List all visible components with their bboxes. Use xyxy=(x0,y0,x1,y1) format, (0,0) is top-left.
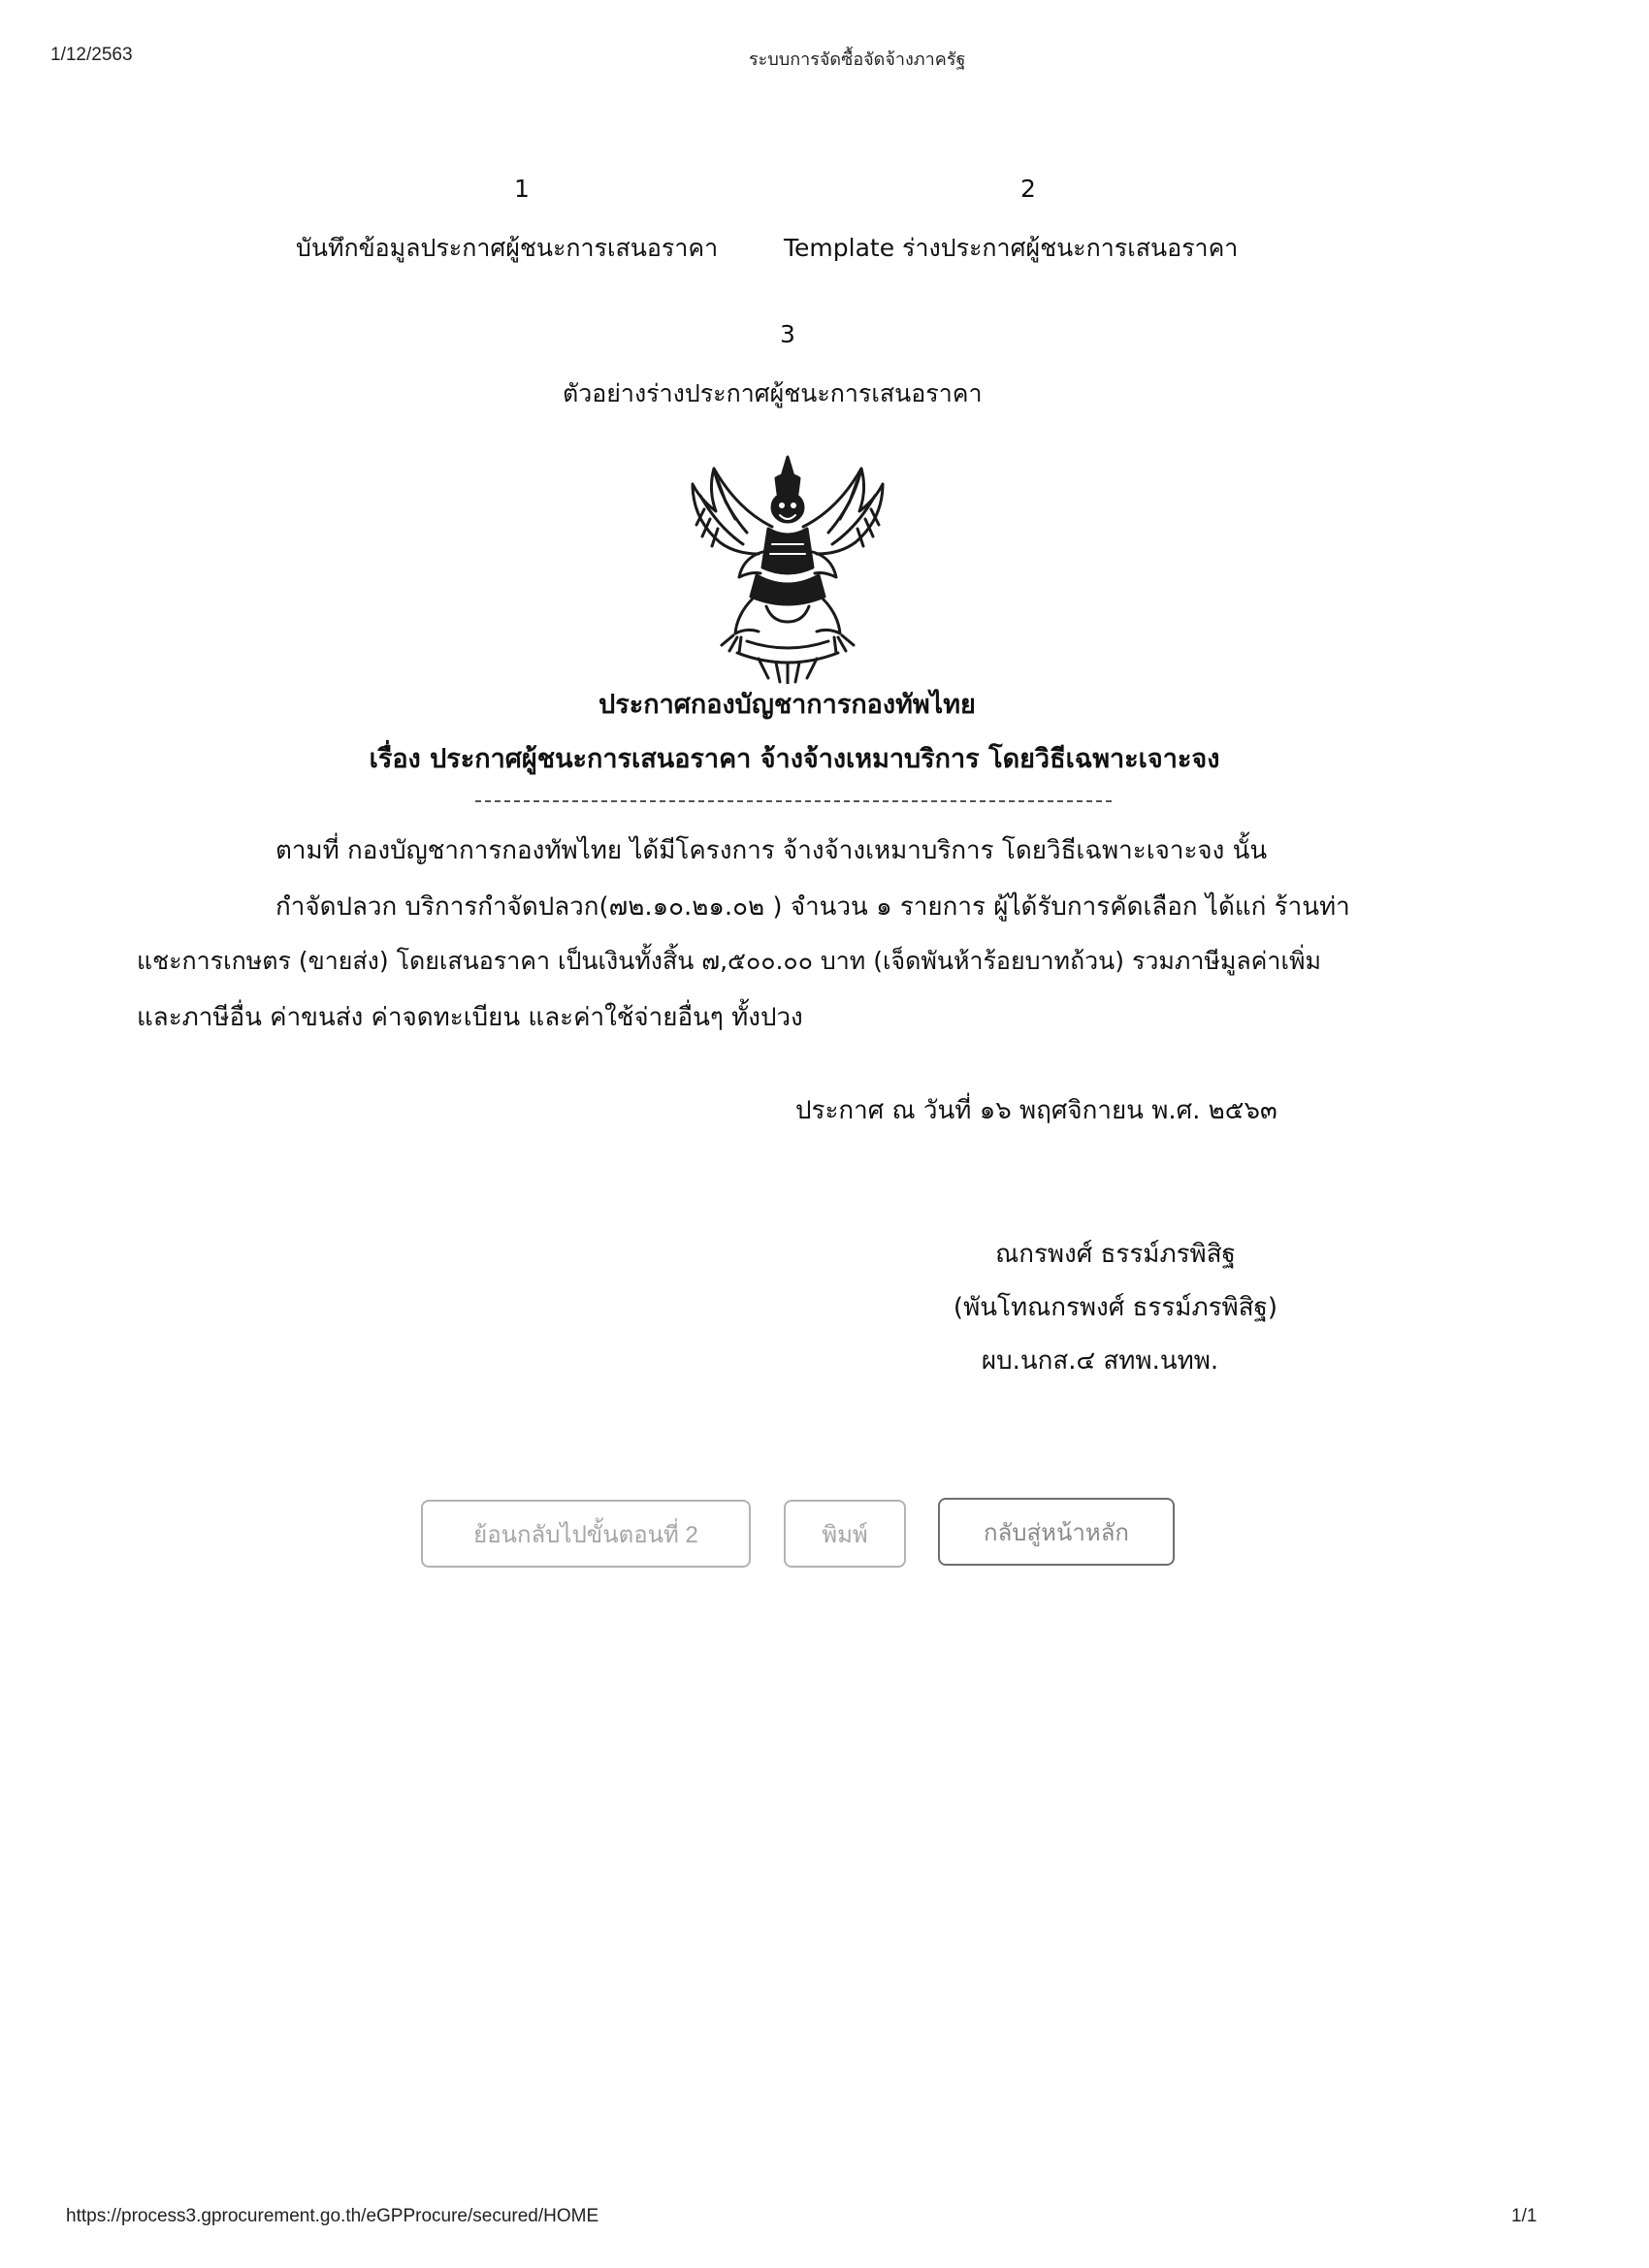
signatory-full-name: (พันโทณกรพงศ์ ธรรม์ภรพิสิฐ) xyxy=(953,1293,1278,1322)
step-1-label[interactable]: บันทึกข้อมูลประกาศผู้ชนะการเสนอราคา xyxy=(296,234,719,262)
step-indicator xyxy=(0,0,1649,427)
step-3-label[interactable]: ตัวอย่างร่างประกาศผู้ชนะการเสนอราคา xyxy=(563,379,983,407)
print-button[interactable]: พิมพ์ xyxy=(784,1500,906,1568)
home-button[interactable]: กลับสู่หน้าหลัก xyxy=(938,1498,1175,1566)
print-footer-page: 1/1 xyxy=(1511,2206,1537,2226)
print-page-title: ระบบการจัดซื้อจัดจ้างภาครัฐ xyxy=(749,49,966,70)
step-2-number: 2 xyxy=(1020,175,1036,203)
back-to-step-2-button[interactable]: ย้อนกลับไปขั้นตอนที่ 2 xyxy=(421,1500,751,1568)
heading-divider xyxy=(475,800,1112,802)
print-footer-url: https://process3.gprocurement.go.th/eGPProcure/secured/HOME xyxy=(66,2206,599,2226)
step-1-number: 1 xyxy=(514,175,530,203)
body-line-4: และภาษีอื่น ค่าขนส่ง ค่าจดทะเบียน และค่าใช้จ่ายอื่นๆ ทั้งปวง xyxy=(137,1003,803,1032)
signed-name: ณกรพงศ์ ธรรม์ภรพิสิฐ xyxy=(995,1240,1236,1269)
signatory-position: ผบ.นกส.๔ สทพ.นทพ. xyxy=(981,1346,1219,1376)
step-3-number: 3 xyxy=(780,320,795,348)
body-line-1: ตามที่ กองบัญชาการกองทัพไทย ได้มีโครงการ จ้างจ้างเหมาบริการ โดยวิธีเฉพาะเจาะจง นั้น xyxy=(275,836,1268,865)
body-line-3: แชะการเกษตร (ขายส่ง) โดยเสนอราคา เป็นเงินทั้งสิ้น ๗,๕๐๐.๐๐ บาท (เจ็ดพันห้าร้อยบาทถ้วน) รวมภาษีมูลค่าเพิ่ม xyxy=(137,947,1321,975)
announcement-heading: ประกาศกองบัญชาการกองทัพไทย xyxy=(598,690,976,720)
step-2-label[interactable]: Template ร่างประกาศผู้ชนะการเสนอราคา xyxy=(784,234,1239,262)
garuda-emblem-icon xyxy=(679,451,897,684)
announcement-subject: เรื่อง ประกาศผู้ชนะการเสนอราคา จ้างจ้างเหมาบริการ โดยวิธีเฉพาะเจาะจง xyxy=(369,744,1220,774)
announcement-date: ประกาศ ณ วันที่ ๑๖ พฤศจิกายน พ.ศ. ๒๕๖๓ xyxy=(795,1096,1277,1125)
body-line-2: กำจัดปลวก บริการกำจัดปลวก(๗๒.๑๐.๒๑.๐๒ ) จำนวน ๑ รายการ ผู้ได้รับการคัดเลือก ได้แก่ ร้านท่า xyxy=(275,892,1350,922)
print-date: 1/12/2563 xyxy=(50,45,133,65)
